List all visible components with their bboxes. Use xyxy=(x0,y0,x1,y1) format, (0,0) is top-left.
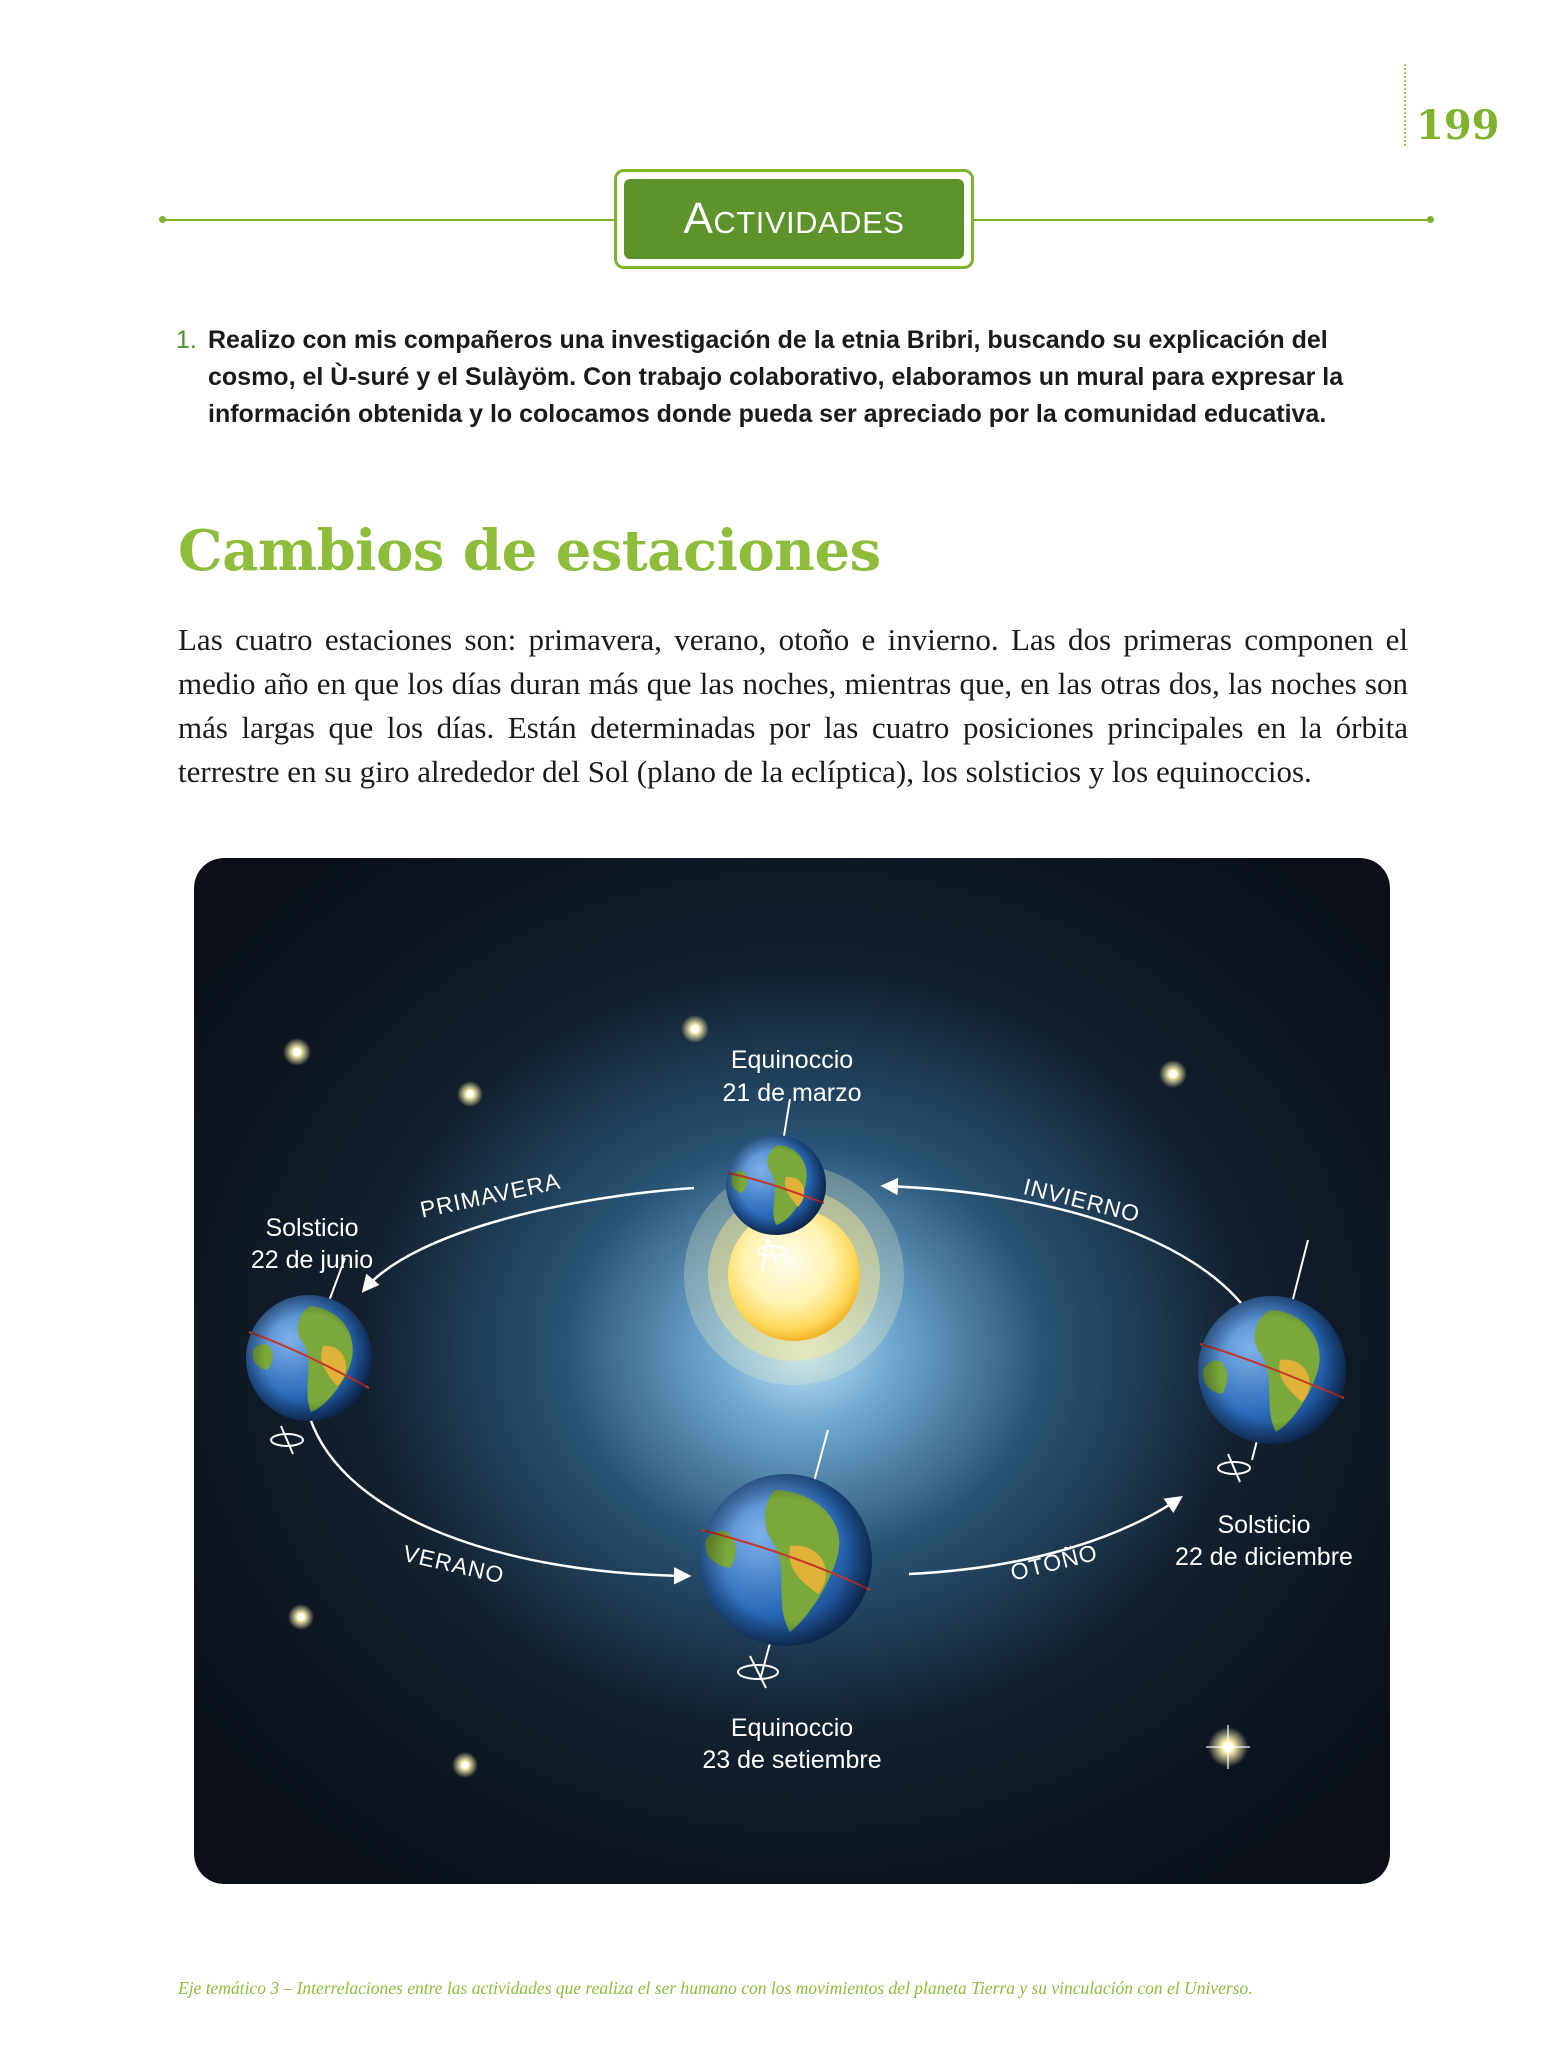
activities-title: Actividades xyxy=(683,194,905,243)
activity-text: Realizo con mis compañeros una investigación de la etnia Bribri, buscando su explicación del cosmo, el Ù-suré y el Sulàyöm. Con trabajo colaborativo, elaboramos un mural para expresar la información obtenida y lo colocamos donde pueda ser apreciado por la comunidad educativa. xyxy=(208,326,1344,428)
label-september-date: 23 de setiembre xyxy=(702,1746,882,1774)
star-icon xyxy=(457,1081,483,1107)
label-december-title: Solsticio xyxy=(1217,1511,1311,1539)
star-icon xyxy=(681,1015,709,1043)
star-icon xyxy=(283,1038,311,1066)
seasons-diagram xyxy=(194,858,1390,1884)
label-march-title: Equinoccio xyxy=(730,1046,854,1074)
header-rule-end-dot xyxy=(1427,216,1434,223)
label-september-title: Equinoccio xyxy=(730,1714,854,1742)
season-autumn: OTOÑO xyxy=(1007,1538,1101,1586)
activity-item xyxy=(176,322,1408,433)
season-winter: INVIERNO xyxy=(1020,1173,1143,1228)
section-body: Las cuatro estaciones son: primavera, verano, otoño e invierno. Las dos primeras componen el medio año en que los días duran más que las noches, mientras que, en las otras dos, las noches son más largas que los días. Están determinadas por las cuatro posiciones principales en la órbita terrestre en su giro alrededor del Sol (plano de la eclíptica), los solsticios y los equinoccios. xyxy=(178,622,1408,789)
header-rule-end-dot xyxy=(159,216,166,223)
section-title: Cambios de estaciones xyxy=(178,518,881,584)
label-june-title: Solsticio xyxy=(265,1214,359,1242)
activities-banner xyxy=(624,179,964,259)
footer-note: Eje temático 3 – Interrelaciones entre las actividades que realiza el ser humano con los movimientos del planeta Tierra y su vinculación con el Universo. xyxy=(178,1978,1253,1998)
label-december-date: 22 de diciembre xyxy=(1175,1543,1353,1571)
activity-number: 1. xyxy=(176,326,197,354)
star-icon xyxy=(1159,1060,1187,1088)
seasons-diagram-svg xyxy=(194,858,1390,1884)
page-number-divider xyxy=(1404,64,1406,146)
season-spring: PRIMAVERA xyxy=(417,1167,563,1223)
label-june-date: 22 de junio xyxy=(250,1246,374,1274)
star-icon xyxy=(288,1604,314,1630)
label-march-date: 21 de marzo xyxy=(722,1079,862,1107)
season-summer: VERANO xyxy=(400,1539,507,1589)
star-icon xyxy=(452,1752,478,1778)
page-number: 199 xyxy=(1416,102,1500,149)
